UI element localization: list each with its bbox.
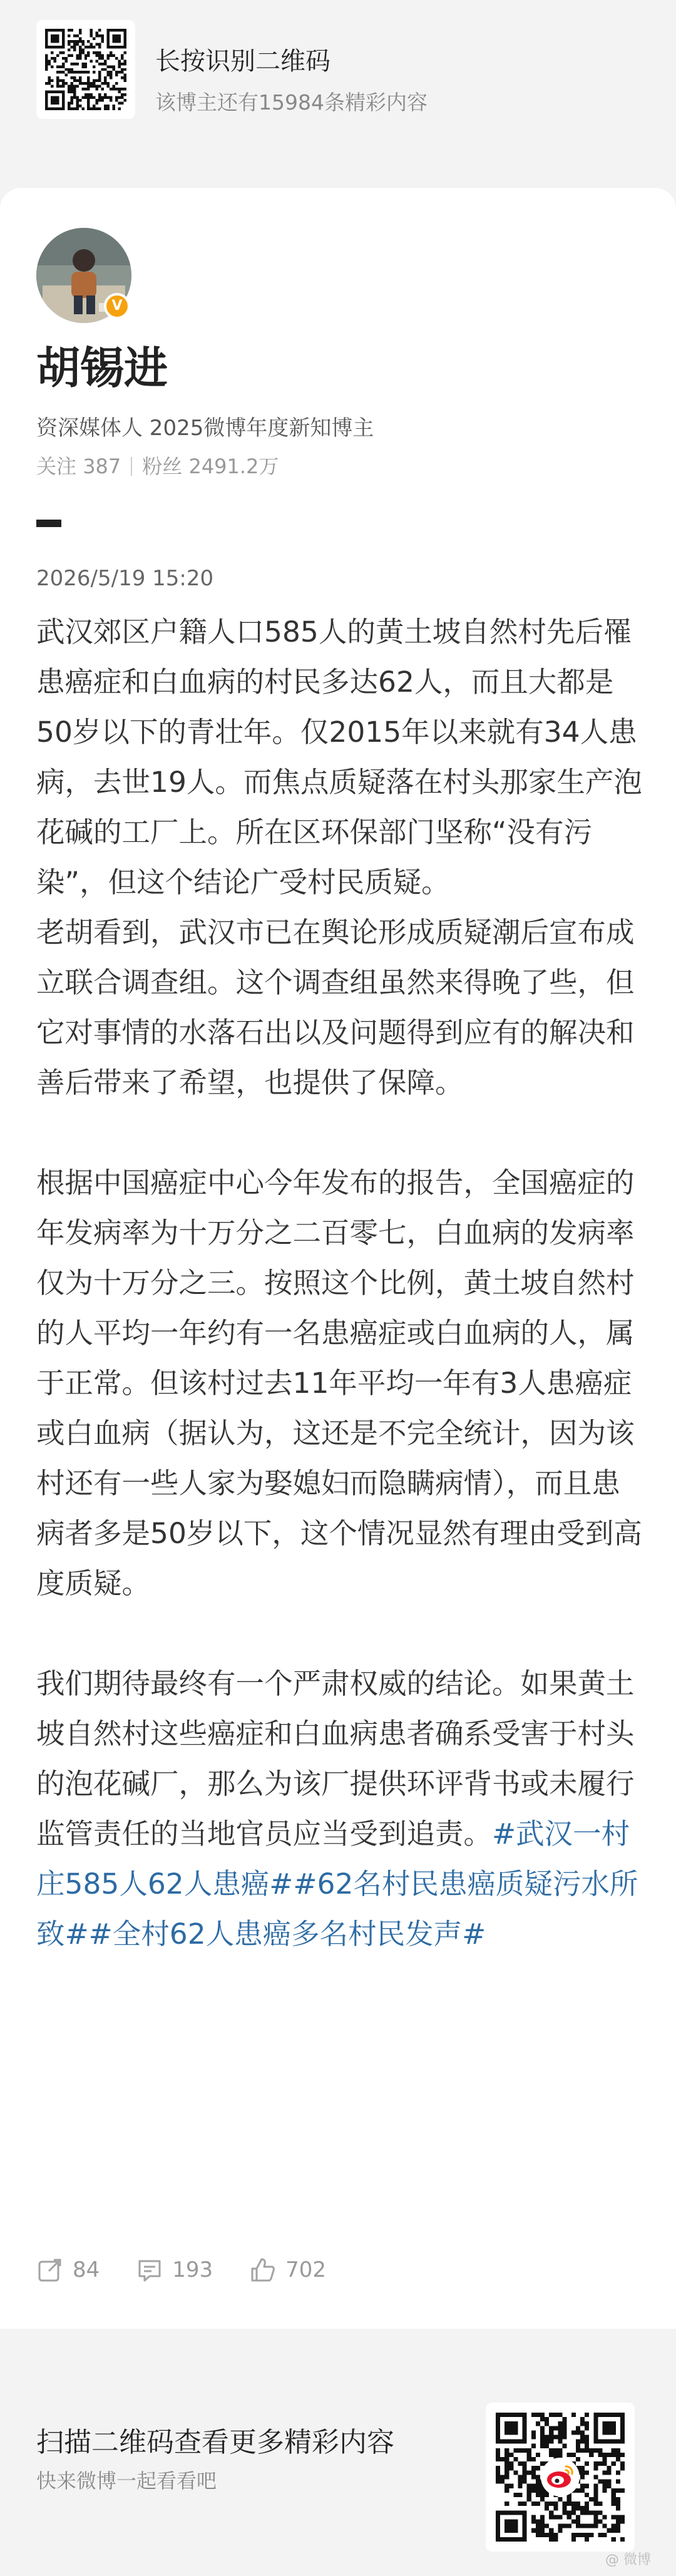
author-name[interactable]: 胡锡进 (36, 342, 168, 394)
watermark: @ 微博 (605, 2552, 651, 2568)
post-paragraph-text: 我们期待最终有一个严肃权威的结论。如果黄土坡自然村这些癌症和白血病患者确系受害于村头的泡花碱厂，那么为该厂提供环评背书或未履行监管责任的当地官员应当受到追责。 (36, 1667, 635, 1850)
following-count[interactable]: 387 (83, 454, 121, 478)
post-paragraph (36, 1659, 643, 1959)
author-stats (36, 451, 279, 480)
following-label: 关注 (36, 454, 77, 478)
bottom-banner-title: 扫描二维码查看更多精彩内容 (36, 2426, 394, 2458)
repost-count: 84 (73, 2257, 100, 2282)
like-count: 702 (285, 2257, 327, 2282)
verified-badge-icon: V (104, 293, 130, 319)
top-banner-subtitle: 该博主还有15984条精彩内容 (155, 90, 428, 115)
qr-code-icon[interactable] (486, 2403, 635, 2552)
post-paragraph: 老胡看到，武汉市已在舆论形成质疑潮后宣布成立联合调查组。这个调查组虽然来得晚了些，但它对事情的水落石出以及问题得到应有的解决和善后带来了希望，也提供了保障。 (36, 916, 635, 1099)
comment-button[interactable] (136, 2256, 213, 2284)
post-paragraph: 根据中国癌症中心今年发布的报告，全国癌症的年发病率为十万分之二百零七，白血病的发病率仅为十万分之三。按照这个比例，黄土坡自然村的人平均一年约有一名患癌症或白血病的人，属于正常。但该村过去11年平均一年有3人患癌症或白血病（据认为，这还是不完全统计，因为该村还有一些人家为娶媳妇而隐瞒病情），而且患病者多是50岁以下，这个情况显然有理由受到高度质疑。 (36, 1166, 642, 1600)
top-banner (0, 0, 676, 144)
repost-icon (36, 2256, 64, 2284)
bottom-banner (0, 2329, 676, 2576)
like-icon (249, 2256, 277, 2284)
section-divider (36, 520, 61, 527)
paragraph-spacer (36, 1609, 643, 1659)
author-description: 资深媒体人 2025微博年度新知博主 (36, 416, 374, 441)
post-time: 2026/5/19 15:20 (36, 566, 214, 591)
action-bar (36, 2251, 362, 2289)
followers-label: 粉丝 (142, 454, 183, 478)
top-banner-title: 长按识别二维码 (155, 47, 330, 76)
repost-button[interactable] (36, 2256, 100, 2284)
comment-count: 193 (172, 2257, 213, 2282)
comment-icon (136, 2256, 163, 2284)
hashtag-links[interactable]: #武汉一村庄585人62人患癌##62名村民患癌质疑污水所致##全村62人患癌多名村民发声# (36, 1817, 638, 1951)
weibo-logo-icon (541, 2458, 580, 2496)
post-card (0, 188, 676, 2329)
bottom-banner-subtitle: 快来微博一起看看吧 (36, 2469, 217, 2493)
post-paragraph: 武汉郊区户籍人口585人的黄土坡自然村先后罹患癌症和白血病的村民多达62人，而且大都是50岁以下的青壮年。仅2015年以来就有34人患病，去世19人。而焦点质疑落在村头那家生产泡花碱的工厂上。所在区环保部门坚称“没有污染”，但这个结论广受村民质疑。 (36, 615, 642, 899)
post-body (36, 607, 643, 1959)
qr-code-icon[interactable] (36, 20, 135, 119)
followers-count[interactable]: 2491.2万 (188, 454, 279, 478)
like-button[interactable] (249, 2256, 326, 2284)
paragraph-spacer (36, 1108, 643, 1158)
stats-divider (131, 457, 132, 476)
